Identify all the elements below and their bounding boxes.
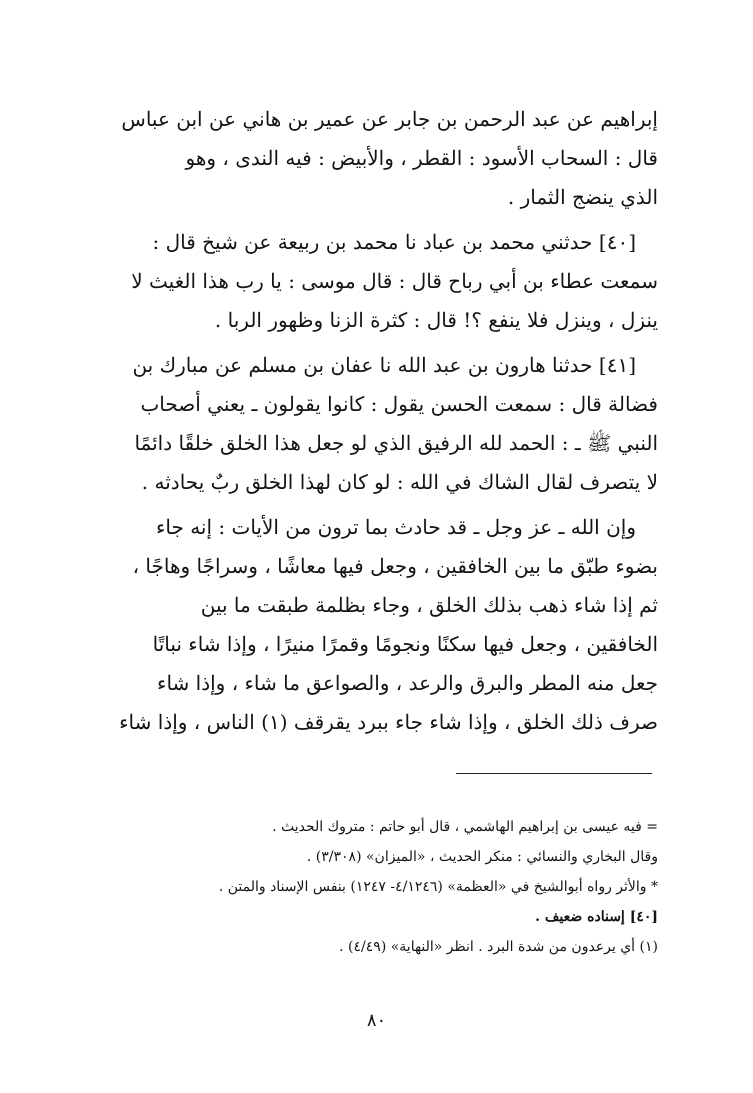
text-line: قال : السحاب الأسود : القطر ، والأبيض : فيه الندى ، وهو: [185, 146, 658, 170]
paragraph-40: [96, 223, 658, 340]
text-line: صرف ذلك الخلق ، وإذا شاء جاء ببرد يقرقف (١) الناس ، وإذا شاء: [119, 710, 658, 734]
footnote: [٤٠] إسناده ضعيف .: [535, 909, 658, 925]
footnote: وقال البخاري والنسائي : منكر الحديث ، «الميزان» (٣/٣٠٨) .: [306, 849, 658, 865]
text-line: ثم إذا شاء ذهب بذلك الخلق ، وجاء بظلمة طبقت ما بين: [200, 593, 658, 617]
text-line: سمعت عطاء بن أبي رباح قال : قال موسى : يا رب هذا الغيث لا: [131, 269, 658, 293]
text-line: [٤١] حدثنا هارون بن عبد الله نا عفان بن مسلم عن مبارك بن: [132, 353, 636, 377]
paragraph-41: [96, 346, 658, 502]
text-line: لا يتصرف لقال الشاك في الله : لو كان لهذا الخلق ربٌ يحادثه .: [141, 470, 658, 494]
text-line: إبراهيم عن عبد الرحمن بن جابر عن عمير بن هاني عن ابن عباس: [121, 107, 658, 131]
paragraph-1: [96, 100, 658, 217]
text-line: جعل منه المطر والبرق والرعد ، والصواعق ما شاء ، وإذا شاء: [157, 671, 658, 695]
text-line: فضالة قال : سمعت الحسن يقول : كانوا يقولون ـ يعني أصحاب: [140, 392, 658, 416]
footnote: * والأثر رواه أبوالشيخ في «العظمة» (٤/١٢٤٦- ١٢٤٧) بنفس الإسناد والمتن .: [218, 879, 658, 895]
text-line: النبي ﷺ ـ : الحمد لله الرفيق الذي لو جعل هذا الخلق خلقًا دائمًا: [134, 431, 658, 455]
text-line: بضوء طبّق ما بين الخافقين ، وجعل فيها معاشًا ، وسراجًا وهاجًا ،: [132, 554, 658, 578]
paragraph-4: [96, 508, 658, 742]
footnote: (١) أي يرعدون من شدة البرد . انظر «النهاية» (٤/٤٩) .: [339, 939, 658, 955]
page-number: ٨٠: [366, 1010, 387, 1031]
main-text: [96, 100, 658, 742]
text-line: الخافقين ، وجعل فيها سكنًا ونجومًا وقمرًا منيرًا ، وإذا شاء نباتًا: [152, 632, 658, 656]
footnote: = فيه عيسى بن إبراهيم الهاشمي ، قال أبو حاتم : متروك الحديث .: [272, 819, 658, 835]
footnotes: [96, 814, 658, 964]
footnote-divider: [456, 773, 652, 774]
text-line: وإن الله ـ عز وجل ـ قد حادث بما ترون من الأيات : إنه جاء: [155, 515, 636, 539]
text-line: [٤٠] حدثني محمد بن عباد نا محمد بن ربيعة عن شيخ قال :: [152, 230, 636, 254]
text-line: الذي ينضج الثمار .: [507, 185, 658, 209]
text-line: ينزل ، وينزل فلا ينفع ؟! قال : كثرة الزنا وظهور الربا .: [214, 308, 658, 332]
